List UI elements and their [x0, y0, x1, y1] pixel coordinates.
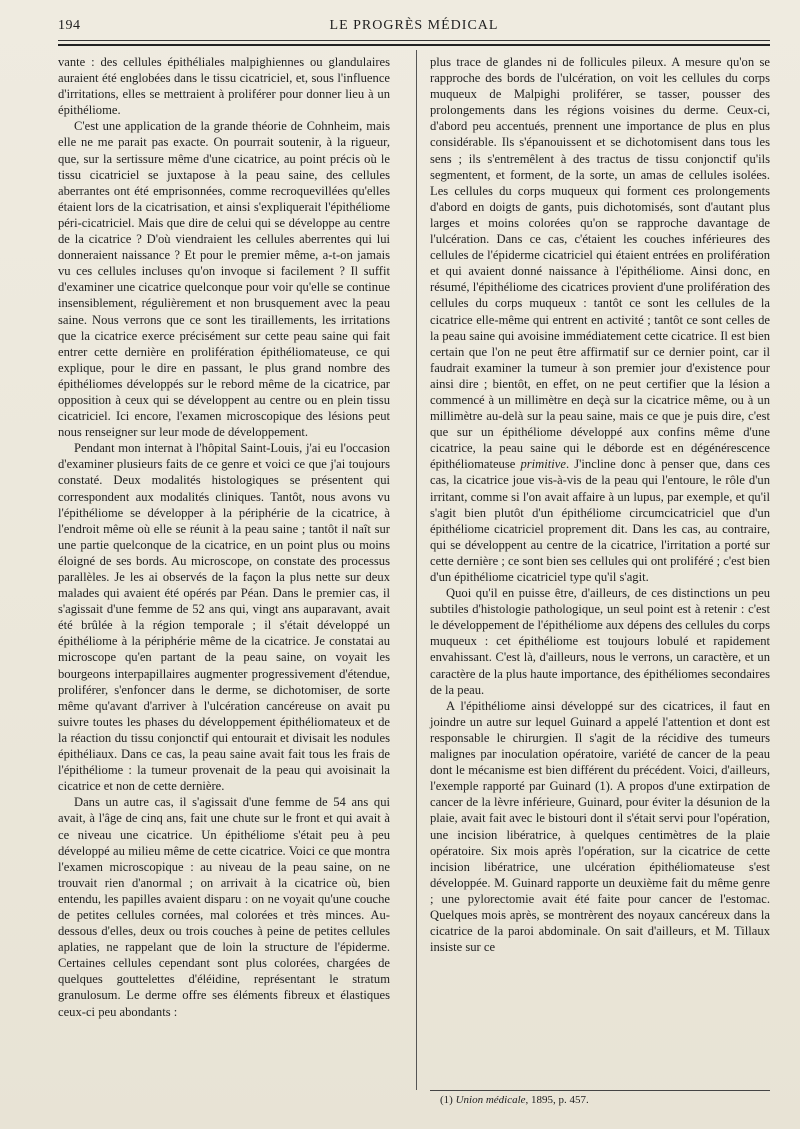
paragraph: Pendant mon internat à l'hôpital Saint-Louis, j'ai eu l'occasion d'examiner plusieurs faits de ce genre et voici ce que j'ai toujours constaté. Deux modalités histologiques se présentent qui correspondent aux modalités cliniques. Tantôt, nous avons vu l'épithéliome se développer à la périphérie de la cicatrice, à l'endroit même où elle se réunit à la peau saine ; tantôt il naît sur une partie quelconque de la cicatrice, en un point plus ou moins éloigné de ses bords. Au microscope, on constate des processus parallèles. Je les ai observés de la façon la plus nette sur deux malades qui avaient été opérés par Péan. Dans le premier cas, il s'agissait d'une femme de 52 ans qui, vingt ans auparavant, avait été brûlée à la région temporale ; il s'était développé un épithéliome à la périphérie même de la cicatrice. Je constatai au microscope qu'en partant de la peau saine, on voyait les bourgeons interpapillaires augmenter progressivement d'étendue, proliférer, s'enfoncer dans le derme, se dichotomiser, de sorte même qu'avant d'arriver à l'ulcération cancéreuse on avait pu suivre toutes les phases du développement épithéliomateux et de la réaction du tissu conjonctif qui entourait et divisait les nodules épithéliaux. Dans ce cas, la peau saine avait fait tous les frais de l'épithéliome : la tumeur provenait de la peau qui avoisinait la cicatrice et non de cette dernière.	[58, 441, 390, 794]
page-number: 194	[58, 18, 81, 33]
left-column	[58, 54, 390, 1020]
paragraph: A l'épithéliome ainsi développé sur des cicatrices, il faut en joindre un autre sur lequel Guinard a appelé l'attention et dont est responsable le chirurgien. Il s'agit de la récidive des tumeurs malignes par inoculation opératoire, variété de cancer de la peau dont le mécanisme est bien différent du précédent. Voici, d'ailleurs, l'exemple rapporté par Guinard (1). A propos d'une extirpation de cancer de la lèvre inférieure, Guinard, pour éviter la désunion de la plaie, avait fait avec le bistouri dont il s'était servi pour l'opération, une incision libératrice, à quelques centimètres de la plaie opératoire. Six mois après l'opération, sur la cicatrice de cette incision libératrice, une ulcération épithéliomateuse s'est développée. M. Guinard rapporte un deuxième fait du même genre ; une pylorectomie avait été faite pour cancer de l'estomac. Quelques mois après, se montrèrent des noyaux cancéreux dans la cicatrice de la paroi abdominale. On sait d'ailleurs, et M. Tillaux insiste sur ce	[430, 698, 770, 955]
header-rule-thin	[58, 40, 770, 41]
header-rule-thick	[58, 44, 770, 46]
paragraph: vante : des cellules épithéliales malpighiennes ou glandulaires auraient été englobées dans le tissu cicatriciel, et, sous l'influence d'irritations, elles se mettraient à proliférer pour donner lieu à un épithéliome.	[58, 55, 390, 118]
paragraph: Dans un autre cas, il s'agissait d'une femme de 54 ans qui avait, à l'âge de cinq ans, fait une chute sur le front et qui avait à ce niveau une cicatrice. Un épithéliome s'était peu à peu développé au milieu même de cette cicatrice. Voici ce que montra l'examen microscopique : au niveau de la peau saine, on ne trouvait rien d'anormal ; on arrivait à la cicatrice où, bien entendu, les papilles avaient disparu : on ne voyait qu'une couche de petites cellules cornées, mal colorées et très minces. Au-dessous d'elles, deux ou trois couches à peine de petites cellules aplaties, ne rappelant que de loin la structure de l'épiderme. Certaines cellules cependant sont plus colorées, chargées de quelques gouttelettes d'éléidine, représentant le stratum granulosum. Le derme offre ses éléments fibreux et élastiques ceux-ci peu abondants :	[58, 795, 390, 1019]
page-header	[58, 16, 770, 38]
footnote-marker: (1)	[440, 1094, 453, 1106]
footnote-rule	[430, 1090, 770, 1091]
footnote-source: Union médicale	[455, 1094, 526, 1106]
paragraph: plus trace de glandes ni de follicules pileux. A mesure qu'on se rapproche des bords de l'ulcération, on voit les cellules du corps muqueux de Malpighi proliférer, se tasser, pousser des prolongements dans les régions voisines du derme. Ceux-ci, d'abord peu accentués, prennent une importance de plus en plus considérable. Ils s'épanouissent et se dichotomisent dans tous les sens ; ils s'entremêlent à des tractus de tissu conjonctif qu'ils segmentent, et forment, de la sorte, un amas de cellules isolées. Les cellules du corps muqueux qui forment ces prolongements d'abord en doigts de gants, puis dichotomisés, sont d'autant plus larges et moins colorées qu'on se rapproche davantage de l'ulcération. Dans ce cas, c'étaient les couches inférieures des cellules de l'épiderme cicatriciel qui étaient entrées en prolifération et qui avaient donné naissance à l'épithéliome. Ainsi donc, en résumé, l'épithéliome des cicatrices provient d'une prolifération des cellules du corps muqueux : tantôt ce sont les cellules de la cicatrice elle-même qui entrent en activité ; tantôt ce sont celles de la peau saine qui avoisine immédiatement cette cicatrice. Il est bien certain que l'on ne peut être affirmatif sur ce dernier point, car il faudrait examiner la tumeur à son premier jour d'existence pour ainsi dire ; bientôt, en effet, on ne peut certifier que la lésion a commencé à un millimètre en deçà sur la cicatrice même, ou à un millimètre au-delà sur la peau saine, mais ce que je puis dire, c'est que sur un épithéliome développé aux confins même d'une cicatrice, la peau saine qui le déborde est en dégénérescence épithéliomateuse primitive. J'incline donc à penser que, dans ces cas, la cicatrice joue vis-à-vis de la peau qui l'entoure, le rôle d'un irritant, comme si l'on avait affaire à un lupus, par exemple, et qu'il s'agit bien plutôt d'un épithéliome circumcicatriciel que d'un épithéliome cicatriciel proprement dit. Dans les cas, au contraire, qui se développent au centre de la cicatrice, l'irritation a porté sur cette dernière ; ce sont bien ses cellules qui ont proliféré ; c'est bien d'un épithéliome cicatriciel type qu'il s'agit.	[430, 55, 771, 584]
emphasis: primitive	[520, 457, 566, 472]
paragraph: Quoi qu'il en puisse être, d'ailleurs, de ces distinctions un peu subtiles d'histologie pathologique, un seul point est à retenir : c'est le développement de l'épithéliome aux dépens des cellules du corps muqueux : cet épithéliome est toujours lobulé et rapidement envahissant. C'est là, d'ailleurs, nous le verrons, un caractère, et un caractère de la plus haute importance, des épithéliomes secondaires de la peau.	[430, 586, 770, 697]
paragraph: C'est une application de la grande théorie de Cohnheim, mais elle ne me parait pas exacte. On pourrait soutenir, à la rigueur, que, sur la sertissure même d'une cicatrice, au point précis où le tissu cicatriciel se juxtapose à la peau saine, des cellules aberrantes ont été emprisonnées, comme recroquevillées qu'elles étaient lors de la cicatrisation, et ainsi s'expliquerait l'épithéliome péri-cicatriciel. Mais que dire de celui qui se développe au centre de la cicatrice ? D'où viendraient les cellules aberrentes qui lui donneraient naissance ? Et pour le premier même, a-t-on jamais vu ces cellules incluses qu'on invoque si facilement ? Il suffit d'examiner une cicatrice quelconque pour voir qu'elle se continue insensiblement, régulièrement et non brusquement avec la peau saine. Nous verrons que ce sont les tiraillements, les irritations que la cicatrice exerce précisément sur cette peau saine qui fait entrer cette dernière en prolifération épithéliomateuse, ce qui explique, pour le dire en passant, le plus grand nombre des épithéliomes développés sur le rebord même de la cicatrice, par opposition à ceux qui se développent au centre ou en plein tissu cicatriciel. Ici encore, l'examen microscopique des lésions peut nous renseigner sur leur mode de développement.	[58, 119, 390, 440]
right-column	[430, 54, 770, 955]
footnote	[440, 1094, 589, 1106]
running-title: LE PROGRÈS MÉDICAL	[329, 18, 499, 33]
footnote-rest: , 1895, p. 457.	[525, 1094, 589, 1106]
column-divider	[416, 50, 417, 1090]
